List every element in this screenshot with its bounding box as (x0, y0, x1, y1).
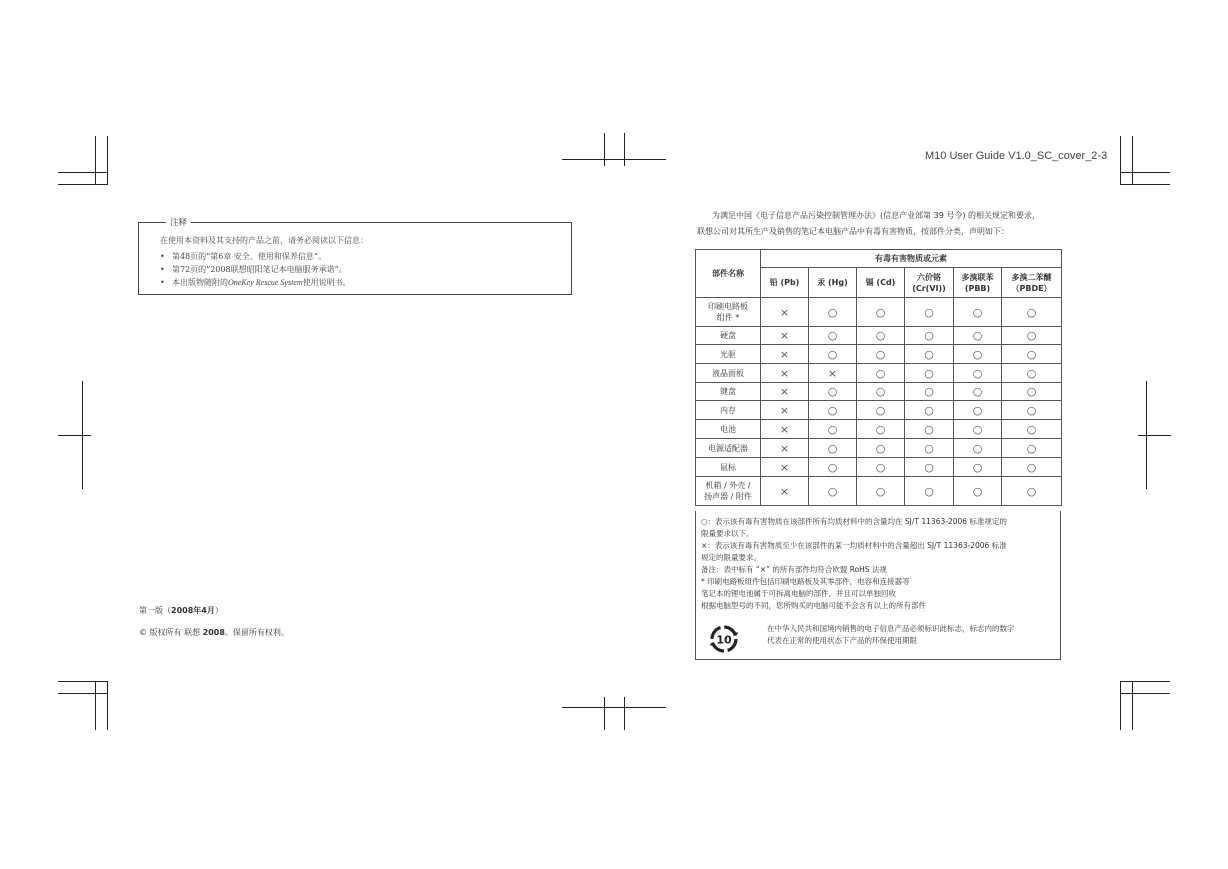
footnote-line: 规定的限量要求。 (701, 553, 761, 562)
substance-status-cell: × (761, 298, 809, 327)
column-header (954, 268, 1002, 298)
copyright-suffix: 。保留所有权利。 (224, 628, 289, 637)
crop-mark (58, 184, 108, 185)
substance-status-cell: ○ (857, 439, 905, 458)
table-row (696, 383, 1062, 401)
substance-status-cell: × (761, 401, 809, 420)
substance-status-cell: ○ (809, 477, 857, 506)
crop-mark (58, 172, 108, 173)
substance-status-cell: ○ (857, 327, 905, 345)
column-header (1002, 268, 1062, 298)
table-row (696, 401, 1062, 420)
substance-status-cell: ○ (857, 477, 905, 506)
copyright-line (139, 627, 289, 638)
substance-status-cell: ○ (857, 401, 905, 420)
part-name: 电池 (720, 424, 736, 434)
crop-mark (1132, 681, 1133, 730)
substance-status-cell: × (761, 327, 809, 345)
substance-status-cell: ○ (1002, 439, 1062, 458)
column-header: 镉 (Cd) (857, 268, 905, 298)
notice-bullet-text: 使用说明书。 (302, 278, 351, 287)
footnote-line: 备注：表中标有 “×” 的所有部件均符合欧盟 RoHS 法规 (701, 565, 887, 574)
footnote-line: ×：表示该有毒有害物质至少在该部件的某一均质材料中的含量超出 SJ/T 11363-2006 标准 (701, 541, 1007, 550)
column-header-line: 多溴二苯醚 (1011, 272, 1052, 282)
substance-status-cell: ○ (905, 327, 954, 345)
footnote-line: * 印刷电路板组件包括印刷电路板及其零部件，电容和连接器等 (701, 577, 910, 586)
part-name: 印刷电路板 (708, 302, 748, 311)
crop-mark (107, 136, 108, 185)
substance-status-cell: × (761, 477, 809, 506)
substance-status-cell: ○ (809, 383, 857, 401)
product-name: OneKey Rescue System (228, 278, 303, 287)
edition-suffix: ） (214, 606, 223, 615)
table-row (696, 420, 1062, 439)
substance-status-cell: ○ (857, 298, 905, 327)
substance-status-cell: ○ (1002, 383, 1062, 401)
crop-mark (58, 693, 108, 694)
part-name: 键盘 (720, 387, 736, 396)
substance-status-cell: ○ (954, 327, 1002, 345)
substance-status-cell: ○ (905, 477, 954, 506)
part-name-cell (696, 383, 761, 401)
substance-status-cell: × (761, 383, 809, 401)
table-body (696, 298, 1062, 506)
part-name: 液晶面板 (712, 368, 744, 378)
notice-bullet-text: 本出版物随附的 (172, 278, 228, 287)
crop-mark (95, 681, 96, 730)
part-name-cell (696, 364, 761, 383)
column-header-line: (Cr(VI)) (912, 283, 946, 293)
substance-status-cell: ○ (954, 439, 1002, 458)
column-header: 铅 (Pb) (761, 268, 809, 298)
table-row (696, 327, 1062, 345)
column-header: 汞 (Hg) (809, 268, 857, 298)
page-header: M10 User Guide V1.0_SC_cover_2-3 (925, 150, 1108, 162)
crop-mark (1120, 681, 1121, 730)
crop-mark (624, 697, 625, 730)
hazardous-substances-table (695, 249, 1062, 506)
part-name: 鼠标 (720, 462, 736, 472)
substance-status-cell: ○ (1002, 364, 1062, 383)
substance-status-cell: ○ (905, 439, 954, 458)
part-name-cell (696, 420, 761, 439)
edition-prefix: 第一版（ (139, 606, 171, 615)
notice-intro: 在使用本资料及其支持的产品之前，请务必阅读以下信息： (160, 236, 368, 245)
substance-status-cell: × (809, 364, 857, 383)
substance-status-cell: × (761, 420, 809, 439)
column-header-line: 多溴联苯 (961, 272, 994, 282)
part-name-cell (696, 401, 761, 420)
crop-mark (604, 133, 605, 166)
notice-bullet: • 第72页的“2008联想昭阳笔记本电脑服务承诺”。 (160, 265, 347, 274)
part-name: 扬声器 / 附件 (704, 492, 752, 501)
substance-status-cell: × (761, 364, 809, 383)
substance-status-cell: × (761, 345, 809, 364)
crop-mark (562, 159, 666, 160)
part-name-cell (696, 439, 761, 458)
substance-status-cell: ○ (809, 401, 857, 420)
part-name: 组件 * (716, 313, 740, 322)
substance-status-cell: ○ (954, 401, 1002, 420)
crop-mark (604, 697, 605, 730)
substance-status-cell: ○ (905, 420, 954, 439)
edition-line (139, 605, 223, 616)
notice-bullet-text: 第48页的“第6章 安全、使用和保养信息”。 (172, 252, 326, 261)
substance-status-cell: ○ (954, 364, 1002, 383)
substance-status-cell: ○ (1002, 327, 1062, 345)
substance-status-cell: ○ (857, 458, 905, 477)
substance-status-cell: ○ (905, 383, 954, 401)
substance-status-cell: ○ (905, 364, 954, 383)
crop-mark (562, 707, 666, 708)
table-row (696, 298, 1062, 327)
epup-logo-number: 10 (716, 633, 732, 647)
substance-group-header: 有毒有害物质或元素 (761, 250, 1062, 268)
table-row (696, 364, 1062, 383)
notice-title: 注释 (166, 216, 191, 228)
substance-status-cell: ○ (905, 345, 954, 364)
substance-status-cell: ○ (954, 383, 1002, 401)
notice-bullet: • 第48页的“第6章 安全、使用和保养信息”。 (160, 252, 326, 261)
epup-logo-icon (709, 624, 739, 654)
column-header-line: (PBB) (964, 283, 991, 293)
crop-mark (95, 136, 96, 185)
notice-bullet-text: 第72页的“2008联想昭阳笔记本电脑服务承诺”。 (172, 265, 347, 274)
substance-status-cell: ○ (1002, 298, 1062, 327)
substance-status-cell: ○ (905, 401, 954, 420)
substance-status-cell: ○ (954, 345, 1002, 364)
crop-mark (1120, 136, 1121, 185)
substance-status-cell: ○ (809, 420, 857, 439)
crop-mark (1120, 184, 1170, 185)
footnote-line: 根据电脑型号的不同，您所购买的电脑可能不会含有以上的所有部件 (701, 601, 926, 610)
table-row (696, 345, 1062, 364)
part-name-cell (696, 298, 761, 327)
substance-status-cell: ○ (1002, 345, 1062, 364)
table-row (696, 458, 1062, 477)
part-name: 硬盘 (720, 331, 736, 340)
part-name-cell (696, 327, 761, 345)
substance-status-cell: ○ (954, 477, 1002, 506)
substance-status-cell: ○ (1002, 420, 1062, 439)
crop-mark (1138, 435, 1171, 436)
substance-status-cell: ○ (857, 420, 905, 439)
substance-status-cell: ○ (857, 383, 905, 401)
intro-line: 为满足中国《电子信息产品污染控制管理办法》(信息产业部第 39 号令) 的相关规定和要求， (712, 211, 1041, 220)
logo-description: 代表在正常的使用状态下产品的环保使用期限 (767, 636, 917, 645)
substance-status-cell: ○ (857, 345, 905, 364)
substance-status-cell: × (761, 458, 809, 477)
crop-mark (624, 133, 625, 166)
part-name: 机箱 / 外壳 / (705, 481, 751, 490)
crop-mark (58, 681, 108, 682)
substance-status-cell: ○ (1002, 477, 1062, 506)
table-row (696, 439, 1062, 458)
footnote-line: ○：表示该有毒有害物质在该部件所有均质材料中的含量均在 SJ/T 11363-2006 标准规定的 (701, 517, 1007, 526)
substance-status-cell: ○ (809, 327, 857, 345)
intro-line: 联想公司对其所生产及销售的笔记本电脑产品中有毒有害物质，按部件分类，声明如下： (697, 227, 1009, 236)
notice-bullet: • 本出版物随附的OneKey Rescue System使用说明书。 (160, 278, 351, 287)
column-header (905, 268, 954, 298)
substance-status-cell: ○ (809, 345, 857, 364)
substance-status-cell: ○ (954, 458, 1002, 477)
column-header-line: （PBDE） (1011, 283, 1052, 293)
substance-status-cell: ○ (905, 298, 954, 327)
crop-mark (1120, 693, 1170, 694)
part-name: 光驱 (720, 349, 736, 359)
substance-status-cell: ○ (857, 364, 905, 383)
logo-description: 在中华人民共和国境内销售的电子信息产品必须标识此标志，标志内的数字 (767, 624, 1015, 633)
table-row (696, 477, 1062, 506)
crop-mark (1120, 172, 1170, 173)
copyright-year: 2008 (202, 628, 225, 637)
substance-status-cell: ○ (1002, 401, 1062, 420)
part-name: 电源适配器 (708, 443, 748, 453)
footnote-line: 笔记本的锂电池属于可拆离电脑的部件，并且可以单独回收 (701, 589, 896, 598)
footnote-line: 限量要求以下。 (701, 529, 754, 538)
substance-status-cell: ○ (954, 298, 1002, 327)
part-name-cell (696, 458, 761, 477)
crop-mark (58, 435, 91, 436)
substance-status-cell: ○ (809, 458, 857, 477)
part-name-cell (696, 477, 761, 506)
substance-status-cell: ○ (954, 420, 1002, 439)
edition-date: 2008年4月 (171, 606, 215, 615)
part-name-header: 部件名称 (696, 250, 761, 298)
substance-status-cell: ○ (1002, 458, 1062, 477)
crop-mark (1120, 681, 1170, 682)
substance-status-cell: ○ (905, 458, 954, 477)
crop-mark (1132, 136, 1133, 185)
part-name: 内存 (720, 405, 736, 415)
substance-status-cell: ○ (809, 439, 857, 458)
copyright-prefix: © 版权所有 联想 (139, 628, 203, 637)
substance-status-cell: × (761, 439, 809, 458)
column-header-line: 六价铬 (917, 272, 941, 282)
part-name-cell (696, 345, 761, 364)
crop-mark (107, 681, 108, 730)
substance-status-cell: ○ (809, 298, 857, 327)
